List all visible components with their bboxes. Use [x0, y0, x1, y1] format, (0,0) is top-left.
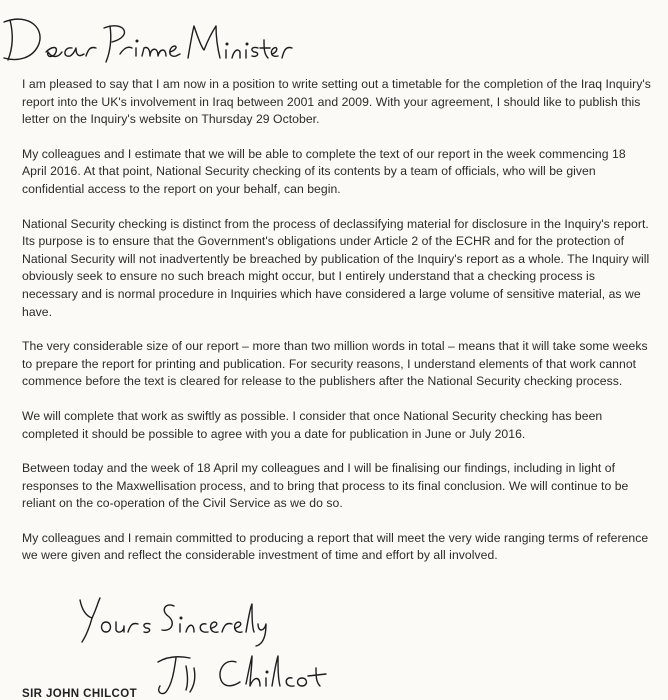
closing-text: Yours Sincerely [70, 647, 77, 648]
paragraph-4: The very considerable size of our report – more than two million words in total – means that it will take some weeks to prepare the report for printing and publication. For security reasons, I understand elements of that work cannot commence before the text is cleared for release to the publishers after the National Security checking process. [22, 339, 648, 389]
paragraph-1: I am pleased to say that I am now in a position to write setting out a timetable for the completion of the Iraq Inquiry's report into the UK's involvement in Iraq between 2001 and 2009. With your agreement, I should like to publish this letter on the Inquiry's website on Thursday 29 October. [22, 77, 651, 127]
salutation-text: Dear Prime Minister [0, 66, 9, 67]
paragraph-6: Between today and the week of 18 April my colleagues and I will be finalising our findings, including in light of responses to the Maxwellisation process, and to bring that process to its final conclusion. We will continue to be reliant on the co-operation of the Civil Service as we do so. [22, 461, 629, 511]
paragraph-3: National Security checking is distinct from the process of declassifying material for disclosure in the Inquiry's report. Its purpose is to ensure that the Government's obligations under Article 2 of the ECHR and for the protection of National Security will not inadvertently be breached by publication of the Inquiry's report as a whole. The Inquiry will obviously seek to ensure no such breach might occur, but I entirely understand that a checking process is necessary and is normal procedure in Inquiries which have considered a large volume of sensitive material, as we have. [22, 216, 650, 319]
paragraph-5: We will complete that work as swiftly as possible. I consider that once National Security checking has been completed it should be possible to agree with you a date for publication in June or July 2016. [22, 408, 603, 441]
signatory-name: SIR JOHN CHILCOT [22, 688, 138, 700]
signature [150, 648, 350, 700]
paragraph-7: My colleagues and I remain committed to producing a report that will meet the very wide ranging terms of reference we were given and reflect the considerable investment of time and effort by all involved. [22, 530, 649, 563]
handwritten-closing [70, 592, 270, 648]
letter-body [22, 76, 652, 582]
handwritten-salutation [0, 6, 300, 68]
paragraph-2: My colleagues and I estimate that we will be able to complete the text of our report in the week commencing 18 April 2016. At that point, National Security checking of its contents by a team of officials, who will be given confidential access to the report on your behalf, can begin. [22, 146, 626, 196]
